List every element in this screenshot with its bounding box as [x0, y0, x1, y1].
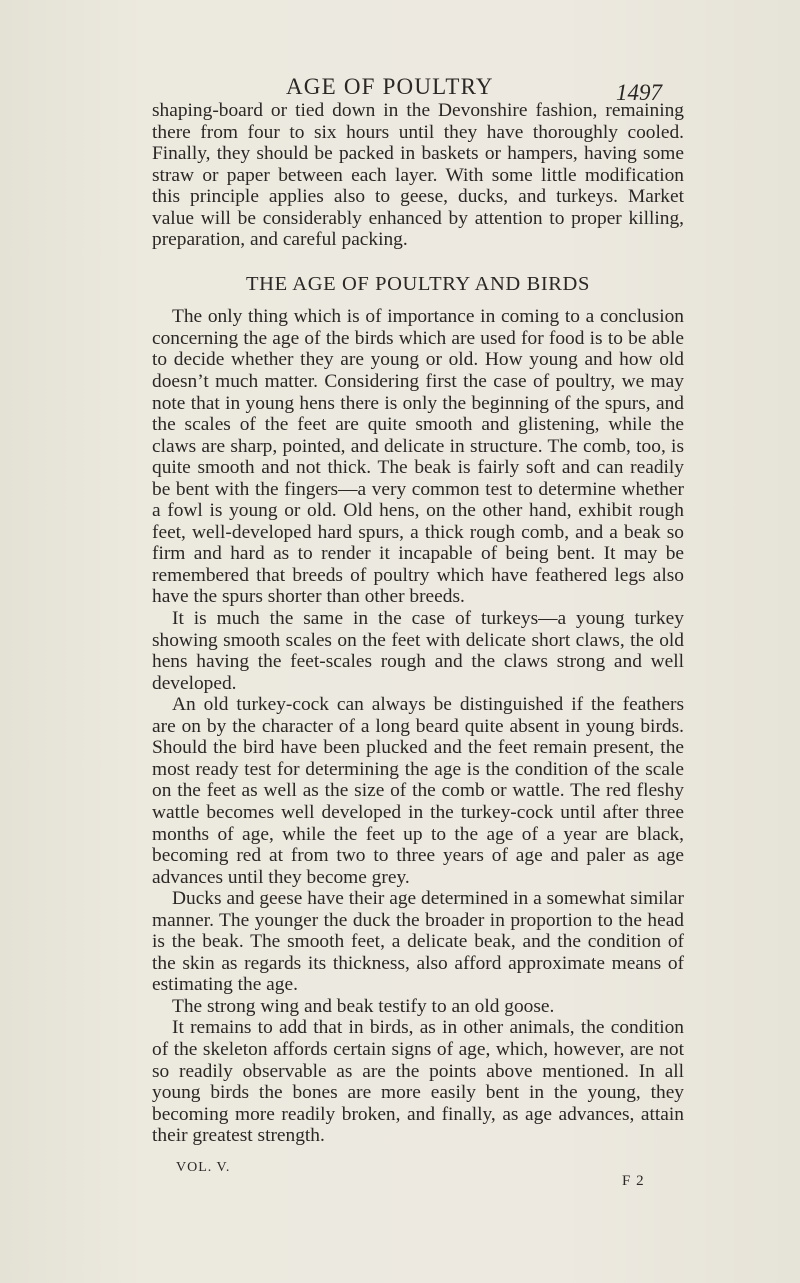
signature-mark: F 2: [622, 1173, 645, 1189]
page-number: 1497: [616, 80, 662, 105]
volume-mark: VOL. V.: [176, 1160, 231, 1175]
paragraph: An old turkey-cock can always be distinguished if the feathers are on by the character of a long beard quite absent in young birds. Should the bird have been plucked and the feet remain present, the most ready test for determining the age is the condition of the scale on the feet as well as the size of the comb or wattle. The red fleshy wattle becomes well developed in the turkey-cock until after three months of age, while the feet up to the age of a year are black, becoming red at from two to three years of age and paler as age advances until they become grey.: [152, 694, 684, 888]
paragraph: Ducks and geese have their age determined in a somewhat similar manner. The younger the duck the broader in proportion to the head is the beak. The smooth feet, a delicate beak, and the condition of the skin as regards its thickness, also afford approximate means of estimating the age.: [152, 888, 684, 996]
continued-paragraph: shaping-board or tied down in the Devonshire fashion, remaining there from four to six hours until they have thoroughly cooled. Finally, they should be packed in baskets or hampers, having some straw or paper between each layer. With some little modification this principle applies also to geese, ducks, and turkeys. Market value will be considerably enhanced by attention to proper killing, preparation, and careful packing.: [152, 100, 684, 251]
paragraph: It remains to add that in birds, as in other animals, the condition of the skeleton affords certain signs of age, which, however, are not so readily observable as are the points above mentioned. In all young birds the bones are more easily bent in the young, they becoming more readily broken, and finally, as age advances, attain their greatest strength.: [152, 1017, 684, 1147]
section-heading: THE AGE OF POULTRY AND BIRDS: [246, 272, 590, 295]
paragraph: The only thing which is of importance in coming to a conclusion concerning the age of the birds which are used for food is to be able to decide whether they are young or old. How young and how old doesn’t much matter. Considering first the case of poultry, we may note that in young hens there is only the beginning of the spurs, and the scales of the feet are quite smooth and glistening, while the claws are sharp, pointed, and delicate in structure. The comb, too, is quite smooth and not thick. The beak is fairly soft and can readily be bent with the fingers—a very common test to determine whether a fowl is young or old. Old hens, on the other hand, exhibit rough feet, well-developed hard spurs, a thick rough comb, and a beak so firm and hard as to render it incapable of being bent. It may be remembered that breeds of poultry which have feathered legs also have the spurs shorter than other breeds.: [152, 306, 684, 608]
paragraph: It is much the same in the case of turkeys—a young turkey showing smooth scales on the feet with delicate short claws, the old hens having the feet-scales rough and the claws strong and well developed.: [152, 608, 684, 694]
body-text: [152, 100, 684, 1147]
paragraph: The strong wing and beak testify to an old goose.: [172, 995, 555, 1017]
running-title: AGE OF POULTRY: [286, 74, 494, 99]
